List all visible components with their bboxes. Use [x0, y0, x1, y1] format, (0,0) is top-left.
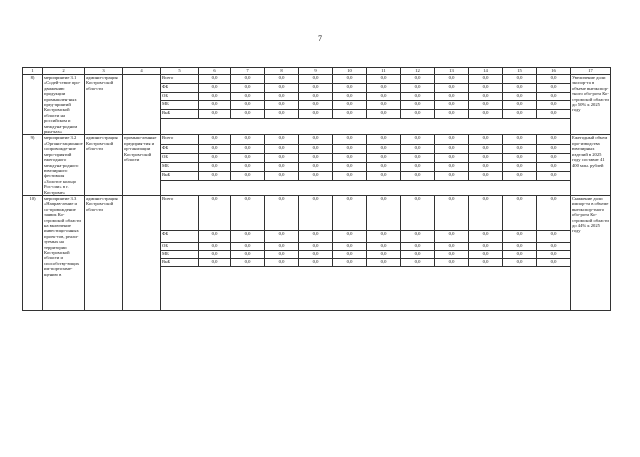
- value-cell: 0,0: [503, 153, 537, 162]
- value-cell: 0,0: [333, 195, 367, 230]
- row-number: 10): [23, 195, 43, 310]
- value-cell: 0,0: [469, 195, 503, 230]
- value-cell: 0,0: [435, 230, 469, 242]
- value-cell: 0,0: [231, 250, 265, 258]
- value-cell: 0,0: [199, 258, 231, 266]
- header-cell: 8: [265, 68, 299, 75]
- value-cell: 0,0: [367, 163, 401, 172]
- value-cell: 0,0: [503, 250, 537, 258]
- value-cell: 0,0: [231, 153, 265, 162]
- value-cell: 0,0: [469, 242, 503, 250]
- value-cell: 0,0: [469, 110, 503, 119]
- value-cell: 0,0: [265, 101, 299, 110]
- value-cell: 0,0: [469, 83, 503, 92]
- expected-result: Увеличение доли экспор-та в объеме внеэкспор-тного обо-рота Ко-стромской области до 50% к 2025 году: [571, 75, 611, 135]
- value-cell: 0,0: [469, 258, 503, 266]
- value-cell: 0,0: [231, 230, 265, 242]
- funding-source: ФБ: [161, 144, 199, 153]
- value-cell: 0,0: [537, 195, 571, 230]
- value-cell: 0,0: [401, 195, 435, 230]
- value-cell: 0,0: [333, 101, 367, 110]
- value-cell: 0,0: [503, 101, 537, 110]
- value-cell: 0,0: [435, 250, 469, 258]
- value-cell: 0,0: [199, 163, 231, 172]
- value-cell: 0,0: [231, 163, 265, 172]
- value-cell: 0,0: [199, 172, 231, 181]
- funding-source: ФБ: [161, 83, 199, 92]
- value-cell: 0,0: [231, 242, 265, 250]
- value-cell: 0,0: [333, 153, 367, 162]
- expected-result: Снижение доли импор-та в объеме внеэкспор-тного обо-рота Ко-стромской области до 44% к 2025 году: [571, 195, 611, 310]
- value-cell: 0,0: [401, 258, 435, 266]
- value-cell: 0,0: [435, 135, 469, 144]
- row-number: 8): [23, 75, 43, 135]
- value-cell: 0,0: [231, 92, 265, 101]
- value-cell: 0,0: [231, 83, 265, 92]
- value-cell: 0,0: [435, 172, 469, 181]
- value-cell: 0,0: [367, 101, 401, 110]
- value-cell: 0,0: [401, 92, 435, 101]
- value-cell: 0,0: [299, 258, 333, 266]
- value-cell: 0,0: [265, 144, 299, 153]
- value-cell: 0,0: [367, 230, 401, 242]
- value-cell: 0,0: [537, 110, 571, 119]
- value-cell: 0,0: [367, 153, 401, 162]
- value-cell: 0,0: [503, 92, 537, 101]
- value-cell: 0,0: [503, 163, 537, 172]
- value-cell: 0,0: [333, 135, 367, 144]
- funding-source: ОБ: [161, 153, 199, 162]
- value-cell: 0,0: [401, 230, 435, 242]
- value-cell: 0,0: [537, 153, 571, 162]
- value-cell: 0,0: [265, 153, 299, 162]
- value-cell: 0,0: [333, 83, 367, 92]
- value-cell: 0,0: [367, 75, 401, 84]
- value-cell: 0,0: [299, 101, 333, 110]
- value-cell: 0,0: [265, 250, 299, 258]
- value-cell: 0,0: [367, 172, 401, 181]
- header-cell: 2: [43, 68, 85, 75]
- value-cell: 0,0: [199, 92, 231, 101]
- value-cell: 0,0: [299, 163, 333, 172]
- value-cell: 0,0: [367, 135, 401, 144]
- value-cell: 0,0: [401, 110, 435, 119]
- value-cell: 0,0: [503, 258, 537, 266]
- value-cell: 0,0: [231, 110, 265, 119]
- value-cell: 0,0: [435, 258, 469, 266]
- value-cell: 0,0: [435, 195, 469, 230]
- value-cell: 0,0: [401, 153, 435, 162]
- participants: промыш-ленные предприя-тия и ор-ганизации Костром-ской области: [123, 135, 161, 195]
- header-cell: 17: [571, 68, 611, 75]
- activity-name: мероприятие 3.1 «Содей-ствие про-движению продукции промышлен-ных пред-приятий Костромской области на российском и междуна-родном рын-ках»: [43, 75, 85, 135]
- value-cell: 0,0: [503, 242, 537, 250]
- activity-name: мероприятие 3.2 «Органи-зационное сопровожде-ние меро-приятий ежегодного междуна-родного ювелирного фестиваля «Золотое кольцо Рос-сии» в г. Костроме»: [44, 135, 83, 195]
- value-cell: 0,0: [299, 242, 333, 250]
- value-cell: 0,0: [333, 163, 367, 172]
- value-cell: 0,0: [265, 135, 299, 144]
- header-cell: 1: [23, 68, 43, 75]
- value-cell: 0,0: [401, 250, 435, 258]
- funding-source: Всего: [161, 195, 199, 230]
- value-cell: 0,0: [333, 110, 367, 119]
- value-cell: 0,0: [537, 83, 571, 92]
- funding-source: ОБ: [161, 92, 199, 101]
- value-cell: 0,0: [367, 83, 401, 92]
- value-cell: 0,0: [299, 75, 333, 84]
- participants: [123, 195, 161, 310]
- value-cell: 0,0: [537, 101, 571, 110]
- header-cell: 14: [469, 68, 503, 75]
- value-cell: 0,0: [469, 230, 503, 242]
- value-cell: 0,0: [231, 135, 265, 144]
- header-cell: 11: [367, 68, 401, 75]
- value-cell: 0,0: [435, 242, 469, 250]
- value-cell: 0,0: [367, 110, 401, 119]
- value-cell: 0,0: [299, 110, 333, 119]
- value-cell: 0,0: [469, 163, 503, 172]
- value-cell: 0,0: [503, 195, 537, 230]
- value-cell: 0,0: [401, 135, 435, 144]
- value-cell: 0,0: [435, 144, 469, 153]
- value-cell: 0,0: [231, 172, 265, 181]
- value-cell: 0,0: [265, 230, 299, 242]
- value-cell: 0,0: [265, 163, 299, 172]
- value-cell: 0,0: [367, 144, 401, 153]
- funding-source: ФБ: [161, 230, 199, 242]
- value-cell: 0,0: [435, 83, 469, 92]
- executor: админи-страция Костром-ской обла-сти: [85, 195, 123, 310]
- value-cell: 0,0: [537, 172, 571, 181]
- value-cell: 0,0: [435, 110, 469, 119]
- value-cell: 0,0: [537, 242, 571, 250]
- table-row: [23, 75, 611, 84]
- empty-cell: [161, 266, 571, 310]
- value-cell: 0,0: [367, 92, 401, 101]
- header-cell: 15: [503, 68, 537, 75]
- header-cell: 6: [199, 68, 231, 75]
- value-cell: 0,0: [401, 83, 435, 92]
- header-cell: 16: [537, 68, 571, 75]
- value-cell: 0,0: [265, 195, 299, 230]
- value-cell: 0,0: [401, 242, 435, 250]
- value-cell: 0,0: [199, 250, 231, 258]
- value-cell: 0,0: [537, 144, 571, 153]
- value-cell: 0,0: [231, 144, 265, 153]
- funding-source: МБ: [161, 101, 199, 110]
- value-cell: 0,0: [401, 101, 435, 110]
- value-cell: 0,0: [469, 250, 503, 258]
- table-row: [23, 195, 611, 230]
- value-cell: 0,0: [199, 135, 231, 144]
- value-cell: 0,0: [333, 172, 367, 181]
- value-cell: 0,0: [299, 195, 333, 230]
- executor: админи-страция Костром-ской обла-сти: [85, 135, 123, 195]
- header-cell: 10: [333, 68, 367, 75]
- value-cell: 0,0: [265, 110, 299, 119]
- value-cell: 0,0: [469, 101, 503, 110]
- value-cell: 0,0: [503, 230, 537, 242]
- value-cell: 0,0: [503, 83, 537, 92]
- funding-source: ВнБ: [161, 172, 199, 181]
- header-cell: 4: [123, 68, 161, 75]
- value-cell: 0,0: [367, 250, 401, 258]
- empty-cell: [161, 181, 571, 195]
- value-cell: 0,0: [537, 250, 571, 258]
- value-cell: 0,0: [537, 135, 571, 144]
- value-cell: 0,0: [503, 135, 537, 144]
- value-cell: 0,0: [265, 172, 299, 181]
- value-cell: 0,0: [199, 83, 231, 92]
- value-cell: 0,0: [537, 230, 571, 242]
- row-number: 9): [23, 135, 43, 195]
- value-cell: 0,0: [265, 92, 299, 101]
- value-cell: 0,0: [469, 144, 503, 153]
- header-cell: 3: [85, 68, 123, 75]
- value-cell: 0,0: [401, 163, 435, 172]
- value-cell: 0,0: [231, 101, 265, 110]
- value-cell: 0,0: [199, 230, 231, 242]
- value-cell: 0,0: [299, 230, 333, 242]
- value-cell: 0,0: [199, 144, 231, 153]
- value-cell: 0,0: [469, 172, 503, 181]
- header-row: [23, 68, 611, 75]
- funding-source: ВнБ: [161, 258, 199, 266]
- value-cell: 0,0: [503, 172, 537, 181]
- activity-name: мероприятие 3.3 «Направ-ление и со-провождение заявок Ко-стромской области на включение инвестици-онных проек-тов, реали-зуемых на территории Костромской области и способству-ющих им-портозаме-щению в: [43, 195, 85, 310]
- value-cell: 0,0: [265, 75, 299, 84]
- value-cell: 0,0: [469, 75, 503, 84]
- value-cell: 0,0: [333, 250, 367, 258]
- value-cell: 0,0: [299, 172, 333, 181]
- value-cell: 0,0: [537, 92, 571, 101]
- value-cell: 0,0: [537, 258, 571, 266]
- value-cell: 0,0: [199, 242, 231, 250]
- value-cell: 0,0: [231, 75, 265, 84]
- value-cell: 0,0: [367, 242, 401, 250]
- value-cell: 0,0: [199, 153, 231, 162]
- value-cell: 0,0: [537, 163, 571, 172]
- value-cell: 0,0: [333, 230, 367, 242]
- executor: админи-страция Костром-ской обла-сти: [85, 75, 123, 135]
- value-cell: 0,0: [401, 172, 435, 181]
- value-cell: 0,0: [333, 75, 367, 84]
- value-cell: 0,0: [265, 242, 299, 250]
- value-cell: 0,0: [299, 135, 333, 144]
- value-cell: 0,0: [333, 258, 367, 266]
- value-cell: 0,0: [469, 135, 503, 144]
- header-cell: 13: [435, 68, 469, 75]
- value-cell: 0,0: [435, 163, 469, 172]
- value-cell: 0,0: [435, 101, 469, 110]
- empty-cell: [161, 118, 571, 134]
- value-cell: 0,0: [367, 258, 401, 266]
- value-cell: 0,0: [435, 92, 469, 101]
- value-cell: 0,0: [299, 250, 333, 258]
- value-cell: 0,0: [435, 75, 469, 84]
- page-number: 7: [318, 34, 322, 43]
- table-row: [23, 135, 611, 144]
- value-cell: 0,0: [435, 153, 469, 162]
- value-cell: 0,0: [537, 75, 571, 84]
- value-cell: 0,0: [401, 144, 435, 153]
- value-cell: 0,0: [265, 83, 299, 92]
- value-cell: 0,0: [503, 110, 537, 119]
- participants: [123, 75, 161, 135]
- funding-source: МБ: [161, 163, 199, 172]
- funding-source: МБ: [161, 250, 199, 258]
- value-cell: 0,0: [401, 75, 435, 84]
- value-cell: 0,0: [199, 110, 231, 119]
- value-cell: 0,0: [231, 195, 265, 230]
- header-cell: 12: [401, 68, 435, 75]
- value-cell: 0,0: [469, 153, 503, 162]
- value-cell: 0,0: [231, 258, 265, 266]
- funding-source: ОБ: [161, 242, 199, 250]
- value-cell: 0,0: [299, 144, 333, 153]
- value-cell: 0,0: [299, 153, 333, 162]
- value-cell: 0,0: [199, 75, 231, 84]
- value-cell: 0,0: [503, 75, 537, 84]
- funding-source: Всего: [161, 75, 199, 84]
- expected-result: Ежегодный объем про-изводства ювелирных изделий в 2025 году составит 41 400 млн. рублей: [571, 135, 611, 195]
- value-cell: 0,0: [469, 92, 503, 101]
- header-cell: 7: [231, 68, 265, 75]
- header-cell: 9: [299, 68, 333, 75]
- program-table: [22, 67, 611, 311]
- value-cell: 0,0: [367, 195, 401, 230]
- value-cell: 0,0: [333, 144, 367, 153]
- value-cell: 0,0: [299, 83, 333, 92]
- value-cell: 0,0: [299, 92, 333, 101]
- header-cell: 5: [161, 68, 199, 75]
- funding-source: ВнБ: [161, 110, 199, 119]
- value-cell: 0,0: [503, 144, 537, 153]
- funding-source: Всего: [161, 135, 199, 144]
- value-cell: 0,0: [333, 242, 367, 250]
- value-cell: 0,0: [199, 195, 231, 230]
- value-cell: 0,0: [199, 101, 231, 110]
- value-cell: 0,0: [333, 92, 367, 101]
- value-cell: 0,0: [265, 258, 299, 266]
